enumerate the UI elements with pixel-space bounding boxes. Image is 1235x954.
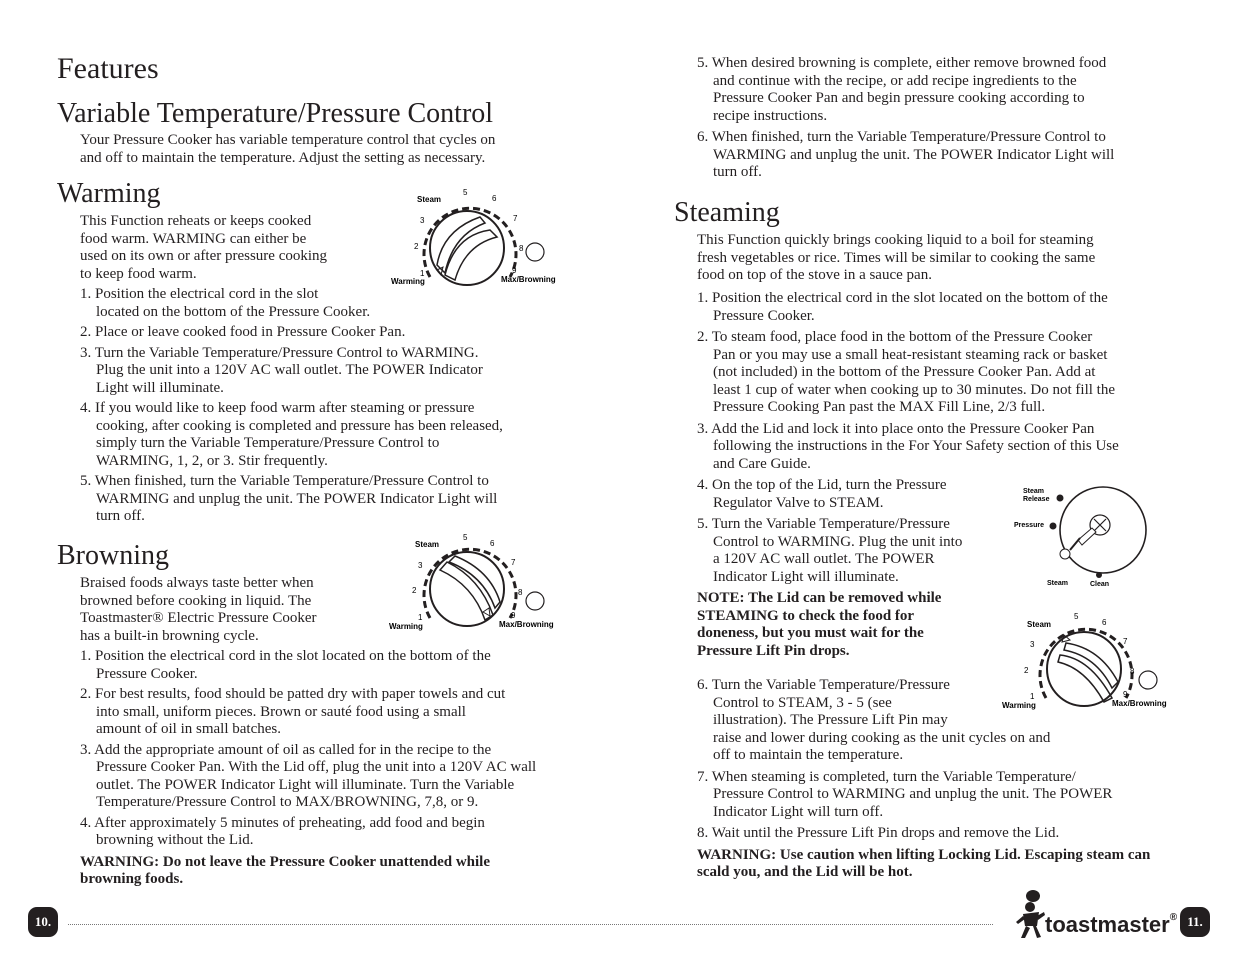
dial-number: 3 [1030, 640, 1035, 649]
page-number-right: 11. [1180, 907, 1210, 937]
text-line: has a built-in browning cycle. [80, 627, 259, 644]
temperature-dial-browning-illustration [385, 530, 560, 635]
list-item: 4. After approximately 5 minutes of preheating, add food and begin browning without the Lid. [80, 814, 485, 848]
dial-number: 1 [420, 269, 425, 278]
text-line: Braised foods always taste better when [80, 575, 314, 591]
text-line: fresh vegetables or rice. Times will be similar to cooking the same [697, 249, 1096, 266]
dial-number: 2 [412, 586, 417, 595]
dial-number: 8 [1130, 667, 1135, 676]
dial-number: 9 [1123, 690, 1128, 699]
dial-number: 2 [1024, 666, 1029, 675]
text-line: This Function quickly brings cooking liquid to a boil for steaming [697, 232, 1094, 248]
text-line: and off to maintain the temperature. Adjust the setting as necessary. [80, 149, 486, 166]
dial-number: 9 [512, 266, 517, 275]
dial-number: 7 [513, 214, 518, 223]
text-line: to keep food warm. [80, 265, 197, 282]
list-item: 5. When desired browning is complete, either remove browned food and continue with the recipe, or add recipe ingredients to the Pressure Cooker Pan and begin pressure cooking according to recipe instructions. [697, 55, 1107, 124]
list-item: 5. Turn the Variable Temperature/Pressure Control to WARMING. Plug the unit into a 120V AC wall outlet. The POWER Indicator Light will illuminate. [697, 516, 963, 585]
dial-number: 8 [518, 588, 523, 597]
temperature-dial-warming-illustration [385, 185, 560, 297]
dial-label-steam: Steam [1027, 620, 1052, 629]
dial-number: 1 [1030, 692, 1035, 701]
list-item: 1. Position the electrical cord in the slot located on the bottom of the Pressure Cooker. [697, 290, 1108, 324]
dial-label-steam: Steam [415, 540, 440, 549]
list-item: 4. On the top of the Lid, turn the Pressure Regulator Valve to STEAM. [697, 477, 947, 511]
warming-intro [80, 213, 390, 283]
text-line: Toastmaster® Electric Pressure Cooker [80, 610, 317, 626]
text-line: used on its own or after pressure cooking [80, 248, 328, 264]
browning-continued-steps [697, 55, 1197, 182]
list-item: 3. Turn the Variable Temperature/Pressure Control to WARMING. Plug the unit into a 120V AC wall outlet. The POWER Indicator Light will illuminate. [80, 344, 483, 396]
dial-number: 3 [418, 561, 423, 570]
list-item: 3. Add the appropriate amount of oil as called for in the recipe to the Pressure Cooker Pan. With the Lid off, plug the unit into a 120V AC wall outlet. The POWER Indicator Light will illuminate. Turn the Variable Temperature/Pressure Control to MAX/BROWNING, 7,8, or 9. [80, 741, 537, 810]
dial-label-max: Max/Browning [499, 620, 554, 629]
dial-label-max: Max/Browning [1112, 699, 1167, 708]
list-item: 3. Add the Lid and lock it into place onto the Pressure Cooker Pan following the instructions in the For Your Safety section of this Use and Care Guide. [697, 420, 1119, 472]
browning-warning: WARNING: Do not leave the Pressure Cooker unattended while browning foods. [80, 853, 490, 887]
page-title: Features [57, 52, 159, 85]
text-line: food warm. WARMING can either be [80, 230, 307, 247]
dial-number: 5 [463, 533, 468, 542]
lid-label-steam-release: Steam [1023, 488, 1045, 495]
list-item: 1. Position the electrical cord in the slot located on the bottom of the Pressure Cooker. [80, 286, 371, 320]
lid-label-steam-release: Release [1023, 496, 1050, 503]
text-line: Your Pressure Cooker has variable temperature control that cycles on [80, 132, 496, 148]
footer-divider [68, 924, 993, 925]
browning-intro [80, 575, 380, 645]
browning-steps [80, 648, 580, 889]
dial-label-max: Max/Browning [501, 275, 556, 284]
lid-label-steam: Steam [1047, 580, 1069, 587]
dial-label-warming: Warming [389, 622, 423, 631]
browning-heading: Browning [57, 540, 169, 571]
list-item: 6. When finished, turn the Variable Temperature/Pressure Control to WARMING and unplug the unit. The POWER Indicator Light will turn off. [697, 129, 1115, 180]
warming-heading: Warming [57, 178, 161, 209]
temperature-dial-steam-illustration [1000, 610, 1170, 715]
steaming-heading: Steaming [674, 197, 780, 228]
warming-steps [80, 286, 580, 526]
vtpc-heading: Variable Temperature/Pressure Control [57, 98, 494, 129]
steaming-steps-a [697, 290, 1197, 660]
steaming-intro [697, 232, 1197, 285]
lid-label-pressure: Pressure [1014, 522, 1044, 529]
steaming-note: NOTE: The Lid can be removed while STEAMING to check the food for doneness, but you must wait for the Pressure Lift Pin drops. [697, 590, 942, 659]
dial-number: 3 [420, 216, 425, 225]
dial-number: 2 [414, 242, 419, 251]
dial-number: 7 [1123, 637, 1128, 646]
steaming-warning: WARNING: Use caution when lifting Locking Lid. Escaping steam can scald you, and the Lid will be hot. [697, 846, 1151, 880]
dial-number: 1 [418, 613, 423, 622]
dial-number: 6 [492, 194, 497, 203]
dial-number: 5 [1074, 612, 1079, 621]
dial-number: 5 [463, 188, 468, 197]
dial-number: 6 [1102, 618, 1107, 627]
chef-mascot-icon [1013, 888, 1047, 942]
lid-valve-illustration [1010, 480, 1160, 592]
list-item: 1. Position the electrical cord in the slot located on the bottom of the Pressure Cooker. [80, 648, 491, 682]
text-line: food on top of the stove in a sauce pan. [697, 267, 932, 283]
list-item: 5. When finished, turn the Variable Temperature/Pressure Control to WARMING and unplug the unit. The POWER Indicator Light will turn off. [80, 473, 498, 524]
dial-label-steam: Steam [417, 195, 442, 204]
dial-label-warming: Warming [1002, 701, 1036, 710]
text-line: This Function reheats or keeps cooked [80, 213, 312, 229]
list-item: 4. If you would like to keep food warm after steaming or pressure cooking, after cooking is completed and pressure has been released, simply turn the Variable Temperature/Pressure Control to WARMING, 1, 2, or 3. Stir frequently. [80, 400, 503, 469]
list-item: 7. When steaming is completed, turn the Variable Temperature/ Pressure Control to WARMING and unplug the unit. The POWER Indicator Light will turn off. [697, 768, 1113, 820]
list-item: 8. Wait until the Pressure Lift Pin drops and remove the Lid. [697, 825, 1060, 841]
dial-number: 7 [511, 558, 516, 567]
vtpc-body [80, 132, 580, 167]
lid-label-clean: Clean [1090, 581, 1110, 588]
dial-label-warming: Warming [391, 277, 425, 286]
dial-number: 6 [490, 539, 495, 548]
list-item: 6. Turn the Variable Temperature/Pressure Control to STEAM, 3 - 5 (see illustration). The Pressure Lift Pin may raise and lower during cooking as the unit cycles on and off to maintain the temperature. [697, 677, 1051, 763]
dial-number: 9 [511, 611, 516, 620]
list-item: 2. Place or leave cooked food in Pressure Cooker Pan. [80, 324, 406, 340]
list-item: 2. For best results, food should be patted dry with paper towels and cut into small, uniform pieces. Brown or sauté food using a small amount of oil in small batches. [80, 686, 506, 737]
brand-logo: toastmaster® [1045, 912, 1178, 937]
page-number-left: 10. [28, 907, 58, 937]
text-line: browned before cooking in liquid. The [80, 592, 312, 609]
list-item: 2. To steam food, place food in the bottom of the Pressure Cooker Pan or you may use a small heat-resistant steaming rack or basket (not included) in the bottom of the Pressure Cooker Pan. Add at least 1 cup of water when cooking up to 30 minutes. Do not fill the Pressure Cooking Pan past the MAX Fill Line, 2/3 full. [697, 329, 1116, 415]
dial-number: 8 [519, 244, 524, 253]
